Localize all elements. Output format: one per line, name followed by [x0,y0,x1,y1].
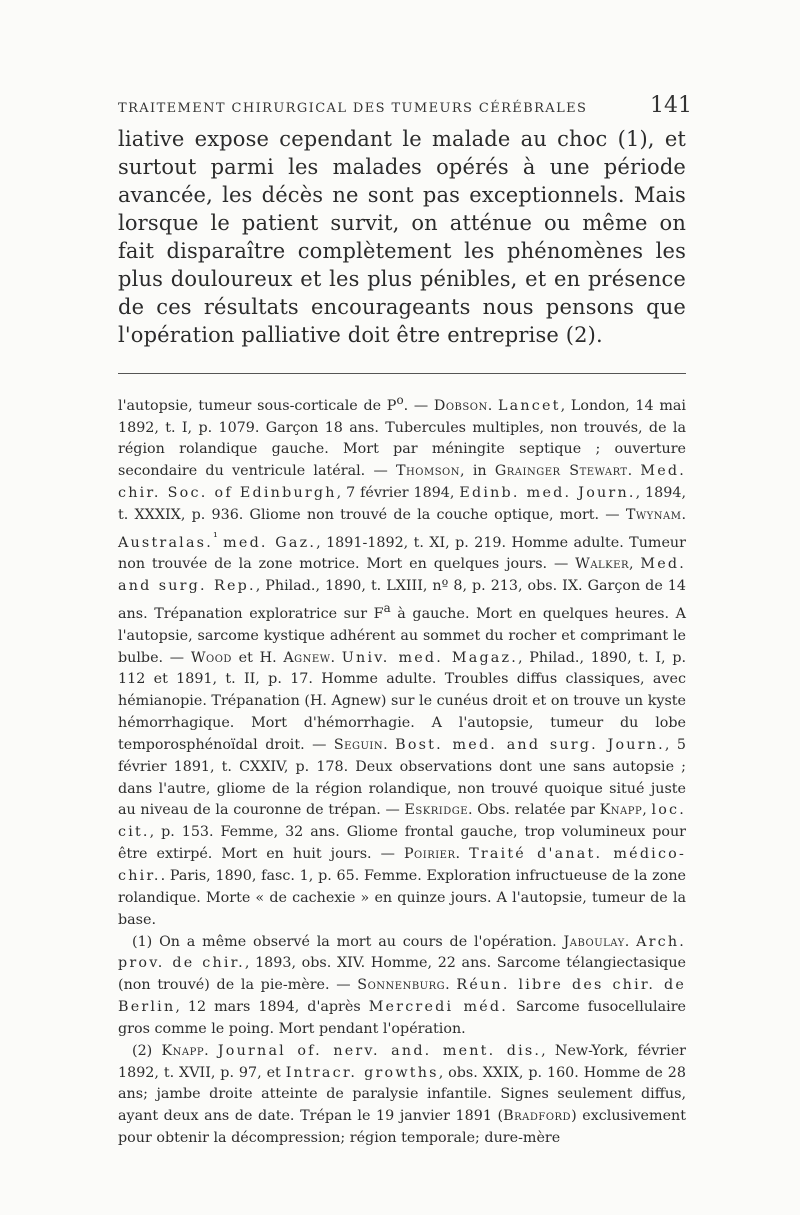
footnote-2: (2) Knapp. Journal of. nerv. and. ment. dis., New-York, février 1892, t. XVII, p. 97, et Intracr. growths, obs. XXIX, p. 160. Homme de 28 ans; jambe droite atteinte de paralysie infantile. Signes seulement diffus, ayant deux ans de date. Trépan le 19 janvier 1891 (Bradford) exclusivement pour obtenir la décompression; région temporale; dure-mère [118,1042,687,1147]
running-title: TRAITEMENT CHIRURGICAL DES TUMEURS CÉRÉBRALES [118,101,588,116]
page-header [118,93,692,118]
footnote-separator [118,373,686,374]
book-page [118,93,692,1150]
footnote-1: (1) On a même observé la mort au cours de l'opération. Jaboulay. Arch. prov. de chir., 1893, obs. XIV. Homme, 22 ans. Sarcome télangiectasique (non trouvé) de la pie-mère. — Sonnenburg. Réun. libre des chir. de Berlin, 12 mars 1894, d'après Mercredi méd. Sarcome fusocellulaire gros comme le poing. Mort pendant l'opération. [118,933,686,1037]
main-paragraph: liative expose cependant le malade au choc (1), et surtout parmi les malades opérés à une période avancée, les décès ne sont pas exceptionnels. Mais lorsque le patient survit, on atténue ou même on fait disparaître complètement les phénomènes les plus douloureux et les plus pénibles, et en présence de ces résultats encourageants nous pensons que l'opération palliative doit être entreprise (2). [118,127,686,347]
footnotes [118,390,686,1150]
footnote-continuation: l'autopsie, tumeur sous-corticale de $P^o$. — Dobson. Lancet, London, 14 mai 1892, t. I, p. 1079. Garçon 18 ans. Tubercules multiples, non trouvés, de la région rolandique gauche. Mort par méningite septique ; ouverture secondaire du ventricule latéral. — Thomson, in Grainger Stewart. Med. chir. Soc. of Edinburgh, 7 février 1894, Edinb. med. Journ., 1894, t. XXXIX, p. 936. Gliome non trouvé de la couche optique, mort. — Twynam. Australas.$^{^1}$ med. Gaz., 1891-1892, t. XI, p. 219. Homme adulte. Tumeur non trouvée de la zone motrice. Mort en quelques jours. — Walker, Med. and surg. Rep., Philad., 1890, t. LXIII, nº 8, p. 213, obs. IX. Garçon de 14 ans. Trépanation exploratrice sur $F^a$ à gauche. Mort en quelques heures. A l'autopsie, sarcome kystique adhérent au sommet du rocher et comprimant le bulbe. — Wood et H. Agnew. Univ. med. Magaz., Philad., 1890, t. I, p. 112 et 1891, t. II, p. 17. Homme adulte. Troubles diffus classiques, avec hémianopie. Trépanation (H. Agnew) sur le cunéus droit et on trouve un kyste hémorrhagique. Mort d'hémorrhagie. A l'autopsie, tumeur du lobe temporosphénoïdal droit. — Seguin. Bost. med. and surg. Journ., 5 février 1891, t. CXXIV, p. 178. Deux observations dont une sans autopsie ; dans l'autre, gliome de la région rolandique, non trouvé quoique situé juste au niveau de la couronne de trépan. — Eskridge. Obs. relatée par Knapp, loc. cit., p. 153. Femme, 32 ans. Gliome frontal gauche, trop volumineux pour être extirpé. Mort en huit jours. — Poirier. Traité d'anat. médico-chir.. Paris, 1890, fasc. 1, p. 65. Femme. Exploration infructueuse de la zone rolandique. Morte « de cachexie » en quinze jours. A l'autopsie, tumeur de la base. [118,393,687,928]
page-number: 141 [650,93,692,118]
